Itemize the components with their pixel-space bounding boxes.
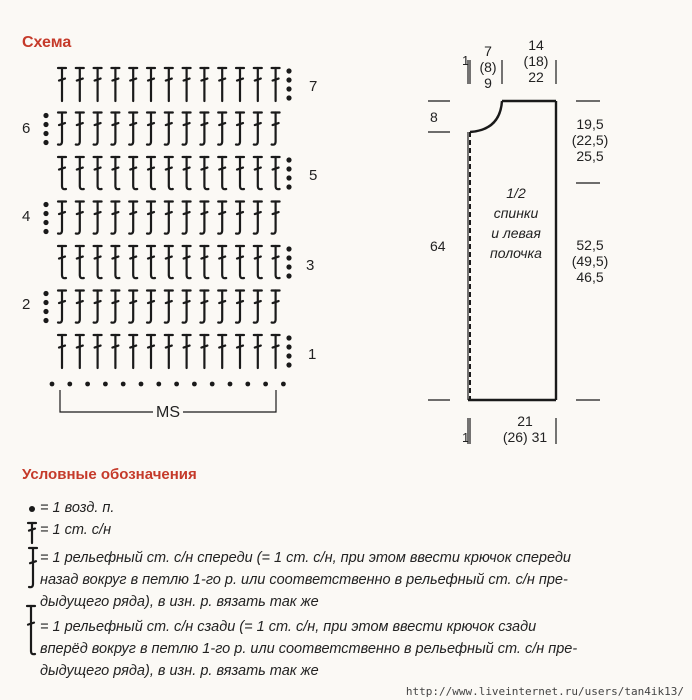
chain-dot-icon xyxy=(43,300,48,305)
foundation-chain-dot-icon xyxy=(281,382,286,387)
stitch-r2-s10 xyxy=(218,291,226,323)
stitch-r6-s9 xyxy=(200,113,208,145)
stitch-r5-s13 xyxy=(272,157,280,189)
stitch-r7-s8 xyxy=(183,68,191,101)
legend-item-bpdc: = 1 рельефный ст. с/н сзади (= 1 ст. с/н, при этом ввести крючок сзади вперёд вокруг в петлю 1-го р. или соответственно в рельефный ст. с/н пре- дыдущего ряда), в изн. р. вязать так же xyxy=(40,619,578,679)
stitch-r7-s11 xyxy=(236,68,244,101)
foundation-chain-dot-icon xyxy=(228,382,233,387)
stitch-r4-s5 xyxy=(129,202,137,234)
stitch-r3-s9 xyxy=(200,246,208,278)
stitch-r7-s9 xyxy=(200,68,208,101)
stitch-r7-s10 xyxy=(218,68,226,101)
stitch-r3-s8 xyxy=(183,246,191,278)
chain-dot-icon xyxy=(286,184,291,189)
stitch-r2-s2 xyxy=(76,291,84,323)
stitch-r4-s2 xyxy=(76,202,84,234)
stitch-r4-s8 xyxy=(183,202,191,234)
stitch-r6-s3 xyxy=(94,113,102,145)
foundation-chain-dot-icon xyxy=(245,382,250,387)
chain-dot-icon xyxy=(286,353,291,358)
stitch-r1-s2 xyxy=(76,335,84,368)
chain-dot-icon xyxy=(286,362,291,367)
stitch-r2-s6 xyxy=(147,291,155,323)
foundation-chain-dot-icon xyxy=(263,382,268,387)
stitch-r4-s6 xyxy=(147,202,155,234)
foundation-chain-dot-icon xyxy=(85,382,90,387)
foundation-chain-dot-icon xyxy=(139,382,144,387)
top-right-dims: 14 (18) 22 xyxy=(523,37,549,85)
row-number-1: 1 xyxy=(308,346,317,363)
stitch-r6-s12 xyxy=(254,113,262,145)
front-post-dc-icon xyxy=(29,548,37,587)
chain-dot-icon xyxy=(286,335,291,340)
neck-depth: 8 xyxy=(430,109,438,125)
stitch-r6-s10 xyxy=(218,113,226,145)
chain-dot-icon xyxy=(43,140,48,145)
stitch-r1-s4 xyxy=(111,335,119,368)
bottom-small: 1 xyxy=(462,430,470,445)
stitch-r1-s9 xyxy=(200,335,208,368)
chain-dot-icon xyxy=(286,77,291,82)
stitch-r4-s9 xyxy=(200,202,208,234)
stitch-r2-s5 xyxy=(129,291,137,323)
stitch-r2-s1 xyxy=(58,291,66,323)
foundation-chain-dot-icon xyxy=(67,382,72,387)
stitch-r1-s1 xyxy=(58,335,66,368)
stitch-r4-s4 xyxy=(111,202,119,234)
stitch-r4-s12 xyxy=(254,202,262,234)
stitch-r7-s6 xyxy=(147,68,155,101)
chain-dot-icon xyxy=(286,86,291,91)
chain-dot-icon xyxy=(286,264,291,269)
stitch-r3-s2 xyxy=(76,246,84,278)
stitch-r2-s12 xyxy=(254,291,262,323)
stitch-r4-s10 xyxy=(218,202,226,234)
stitch-r7-s7 xyxy=(165,68,173,101)
stitch-r6-s11 xyxy=(236,113,244,145)
stitch-r7-s13 xyxy=(272,68,280,101)
row-number-5: 5 xyxy=(309,167,318,184)
foundation-chain-dot-icon xyxy=(174,382,179,387)
stitch-r2-s11 xyxy=(236,291,244,323)
chart-title: Схема xyxy=(22,34,72,51)
chain-dot-icon xyxy=(286,273,291,278)
legend-item-dc: = 1 ст. с/н xyxy=(40,522,112,538)
chain-dot-icon xyxy=(43,318,48,323)
stitch-r1-s13 xyxy=(272,335,280,368)
stitch-r1-s5 xyxy=(129,335,137,368)
stitch-r2-s7 xyxy=(165,291,173,323)
repeat-label: MS xyxy=(153,404,183,422)
stitch-r5-s6 xyxy=(147,157,155,189)
row-number-6: 6 xyxy=(22,120,31,137)
stitch-r7-s2 xyxy=(76,68,84,101)
stitch-r1-s12 xyxy=(254,335,262,368)
stitch-r3-s5 xyxy=(129,246,137,278)
watermark: http://www.liveinternet.ru/users/tan4ik13/ xyxy=(405,685,684,698)
chain-dot-icon xyxy=(43,211,48,216)
chain-dot-icon xyxy=(286,157,291,162)
chain-dot-icon xyxy=(286,95,291,100)
stitch-r6-s6 xyxy=(147,113,155,145)
row-number-3: 3 xyxy=(306,257,315,274)
legend-title: Условные обозначения xyxy=(22,466,197,483)
stitch-r1-s7 xyxy=(165,335,173,368)
stitch-r5-s1 xyxy=(58,157,66,189)
stitch-r3-s1 xyxy=(58,246,66,278)
stitch-r1-s11 xyxy=(236,335,244,368)
stitch-r5-s7 xyxy=(165,157,173,189)
stitch-r3-s7 xyxy=(165,246,173,278)
stitch-r2-s9 xyxy=(200,291,208,323)
stitch-r5-s8 xyxy=(183,157,191,189)
stitch-r6-s8 xyxy=(183,113,191,145)
legend-item-chain: = 1 возд. п. xyxy=(40,500,115,516)
stitch-r5-s9 xyxy=(200,157,208,189)
chain-dot-icon xyxy=(286,166,291,171)
stitch-r1-s10 xyxy=(218,335,226,368)
stitch-r1-s6 xyxy=(147,335,155,368)
stitch-r5-s11 xyxy=(236,157,244,189)
stitch-r5-s4 xyxy=(111,157,119,189)
stitch-r7-s12 xyxy=(254,68,262,101)
chain-dot-icon xyxy=(286,68,291,73)
row-number-7: 7 xyxy=(309,78,318,95)
stitch-r7-s5 xyxy=(129,68,137,101)
chain-dot-icon xyxy=(43,229,48,234)
row-number-2: 2 xyxy=(22,296,31,313)
stitch-r3-s11 xyxy=(236,246,244,278)
stitch-r3-s12 xyxy=(254,246,262,278)
chain-dot-icon xyxy=(43,131,48,136)
foundation-chain-dot-icon xyxy=(210,382,215,387)
foundation-chain-dot-icon xyxy=(121,382,126,387)
chain-dot-icon xyxy=(286,246,291,251)
chain-dot-icon xyxy=(43,220,48,225)
stitch-r1-s8 xyxy=(183,335,191,368)
stitch-r6-s7 xyxy=(165,113,173,145)
stitch-r6-s2 xyxy=(76,113,84,145)
chain-dot-icon xyxy=(43,309,48,314)
stitch-r5-s3 xyxy=(94,157,102,189)
stitch-r7-s4 xyxy=(111,68,119,101)
stitch-r7-s3 xyxy=(94,68,102,101)
top-left-dims: 7 (8) 9 xyxy=(479,43,497,91)
back-post-dc-icon xyxy=(27,606,35,654)
double-crochet-icon xyxy=(28,523,36,543)
stitch-r3-s3 xyxy=(94,246,102,278)
stitch-r6-s5 xyxy=(129,113,137,145)
stitch-r4-s11 xyxy=(236,202,244,234)
chain-dot-icon xyxy=(43,122,48,127)
stitch-r5-s2 xyxy=(76,157,84,189)
stitch-r5-s10 xyxy=(218,157,226,189)
stitch-r2-s13 xyxy=(272,291,280,323)
foundation-chain-dot-icon xyxy=(192,382,197,387)
stitch-r3-s13 xyxy=(272,246,280,278)
stitch-r4-s1 xyxy=(58,202,66,234)
stitch-r4-s3 xyxy=(94,202,102,234)
chain-dot-icon xyxy=(43,202,48,207)
armhole-dims: 19,5 (22,5) 25,5 xyxy=(571,116,609,164)
stitch-r4-s13 xyxy=(272,202,280,234)
side-dims: 52,5 (49,5) 46,5 xyxy=(571,237,609,285)
foundation-chain-dot-icon xyxy=(103,382,108,387)
stitch-r5-s5 xyxy=(129,157,137,189)
chain-dot-icon xyxy=(286,175,291,180)
stitch-r2-s3 xyxy=(94,291,102,323)
stitch-r6-s4 xyxy=(111,113,119,145)
chain-dot-icon xyxy=(43,113,48,118)
stitch-r6-s1 xyxy=(58,113,66,145)
legend-item-fpdc: = 1 рельефный ст. с/н спереди (= 1 ст. с/н, при этом ввести крючок спереди назад вокруг в петлю 1-го р. или соответственно в рельефный ст. с/н пре- дыдущего ряда), в изн. р. вязать так же xyxy=(40,550,571,610)
chain-dot-icon xyxy=(43,291,48,296)
foundation-chain-dot-icon xyxy=(156,382,161,387)
piece-label: 1/2 спинки и левая полочка xyxy=(490,185,542,261)
chain-dot-icon xyxy=(29,506,35,512)
stitch-r3-s6 xyxy=(147,246,155,278)
stitch-r3-s4 xyxy=(111,246,119,278)
stitch-r4-s7 xyxy=(165,202,173,234)
stitch-r5-s12 xyxy=(254,157,262,189)
row-number-4: 4 xyxy=(22,208,31,225)
total-height: 64 xyxy=(430,238,446,254)
chain-dot-icon xyxy=(286,255,291,260)
stitch-r6-s13 xyxy=(272,113,280,145)
stitch-r2-s8 xyxy=(183,291,191,323)
top-left-small: 1 xyxy=(462,53,470,68)
schematic-neck-curve xyxy=(470,101,502,132)
stitch-r3-s10 xyxy=(218,246,226,278)
chain-dot-icon xyxy=(286,344,291,349)
foundation-chain-dot-icon xyxy=(50,382,55,387)
stitch-r1-s3 xyxy=(94,335,102,368)
stitch-r7-s1 xyxy=(58,68,66,101)
stitch-r2-s4 xyxy=(111,291,119,323)
bottom-dims: 21 (26) 31 xyxy=(502,413,548,445)
